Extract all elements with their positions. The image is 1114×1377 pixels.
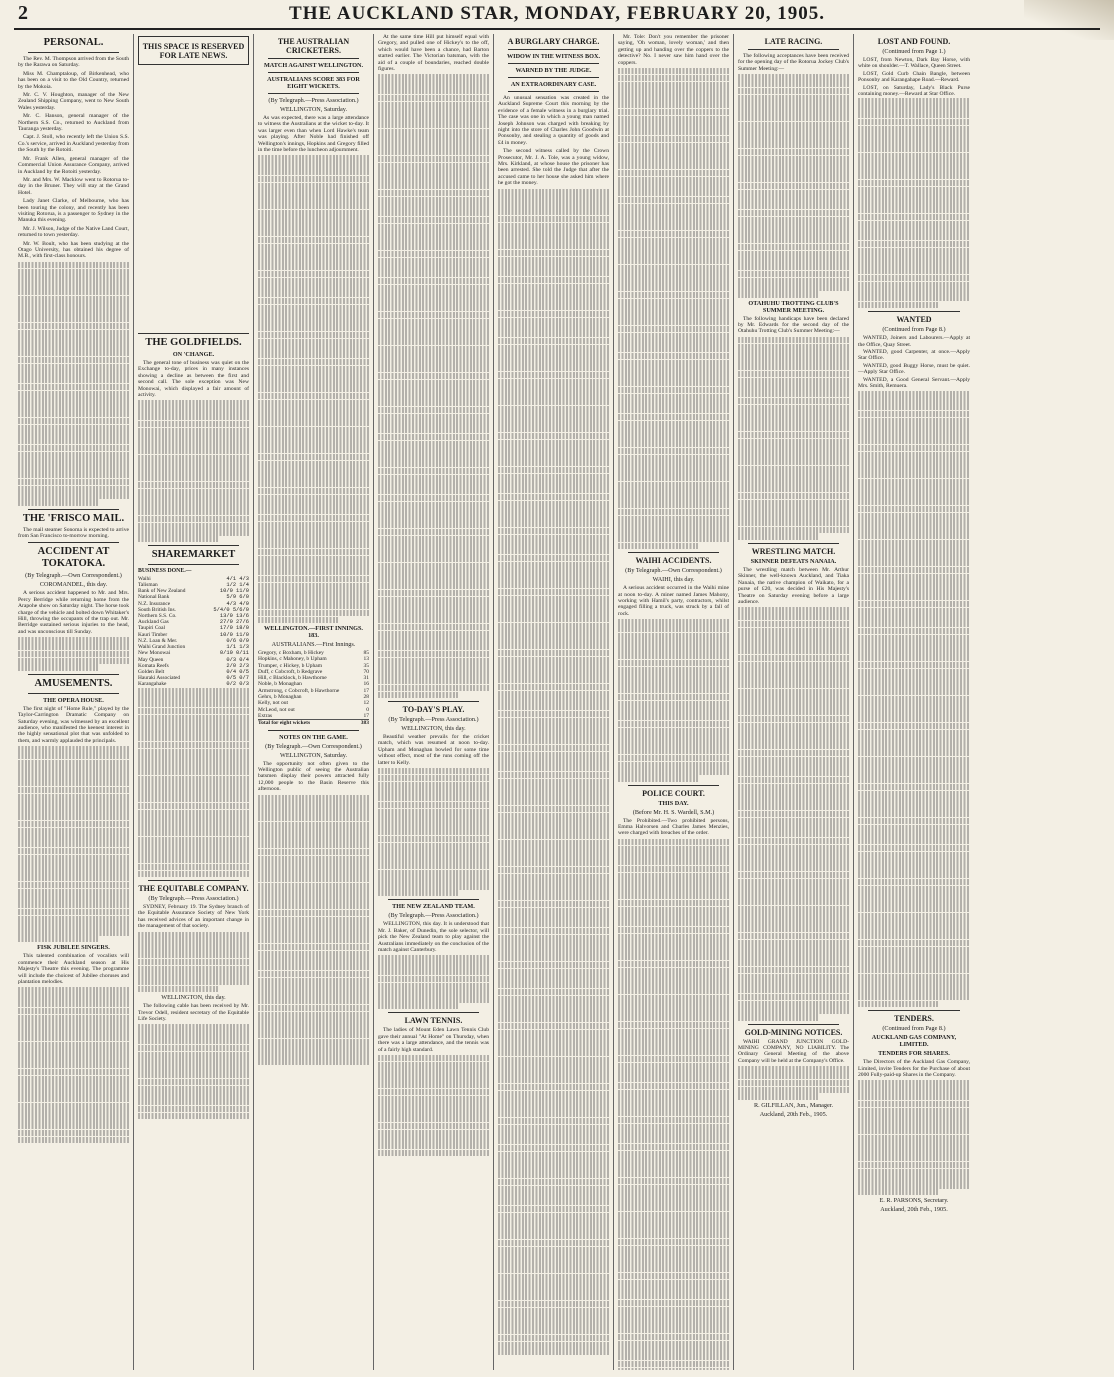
gold-mining-text: WAIHI GRAND JUNCTION GOLD-MINING COMPANY, NO LIABILITY. The Ordinary General Meeting of the above Company will be held at the Company's Office. <box>738 1038 849 1064</box>
fisk-heading: FISK JUBILEE SINGERS. <box>37 944 110 952</box>
batsman-runs: 0 <box>366 706 369 713</box>
share-name: Talisman <box>138 582 158 589</box>
sharemarket-heading: SHAREMARKET <box>151 549 236 561</box>
batsman-runs: 17 <box>363 712 369 719</box>
burglary-continued-text: Mr. Tole: Don't you remember the prisoner saying, 'Oh woman, lovely woman,' and then getting up and handing over the coppers to the detective? No. I never saw him hand over the coppers. <box>618 34 729 66</box>
tennis-heading: LAWN TENNIS. <box>404 1016 463 1026</box>
share-value: 1/2 1/4 <box>226 582 249 589</box>
share-value: 5/4/0 5/6/0 <box>213 606 249 613</box>
gold-mining-heading: GOLD-MINING NOTICES. <box>744 1027 843 1037</box>
notes-credit: (By Telegraph.—Own Correspondent.) <box>265 742 362 750</box>
notes-text: The opportunity not often given to the Wellington public of seeing the Australian batsmen display their powers attracted fully 12,000 people to the Basin Reserve this afternoon. <box>258 760 369 793</box>
cricket-heading: THE AUSTRALIAN CRICKETERS. <box>277 37 350 55</box>
today-credit: (By Telegraph.—Press Association.) <box>388 715 479 723</box>
lost-found-list <box>858 57 970 97</box>
notes-heading: NOTES ON THE GAME. <box>279 733 348 741</box>
opera-heading: THE OPERA HOUSE. <box>43 696 104 704</box>
batsman-name: McLeod, not out <box>258 706 295 713</box>
accident-dateline: COROMANDEL, this day. <box>39 581 108 589</box>
column-cricket-continued <box>374 34 494 1370</box>
amusements-heading: AMUSEMENTS. <box>34 677 113 689</box>
column-classifieds <box>854 34 974 1370</box>
columns <box>14 34 1100 1370</box>
wrestling-heading: WRESTLING MATCH. <box>751 546 836 556</box>
wanted-list <box>858 335 970 389</box>
burglary-sub2: WARNED BY THE JUDGE. <box>515 67 592 74</box>
page-number: 2 <box>18 2 28 24</box>
share-value: 0/2 0/3 <box>226 681 249 688</box>
cricket-credit: (By Telegraph.—Press Association.) <box>268 97 359 104</box>
batsman-name: Hopkins, c Mahoney, b Upham <box>258 656 327 663</box>
personal-items <box>18 56 129 260</box>
masthead <box>14 4 1100 30</box>
business-done: BUSINESS DONE.— <box>138 568 192 575</box>
burglary-sub1: WIDOW IN THE WITNESS BOX. <box>506 53 600 60</box>
scorecard <box>258 650 369 719</box>
batsman-name: Armstrong, c Cobcroft, b Hawthorne <box>258 687 340 694</box>
share-value: 0/3 0/4 <box>226 656 249 663</box>
share-name: Karangahake <box>138 681 167 688</box>
waihi-heading: WAIHI ACCIDENTS. <box>635 556 712 566</box>
share-value: 10/0 11/0 <box>219 631 249 638</box>
burglary-text2: The second witness called by the Crown Prosecutor, Mr. J. A. Tole, was a young widow, Mrs. Kirkland, at whose house the prisoner has been arrested. She told the Judge that after the accused came to her house she asked him where he got the money. <box>498 148 609 187</box>
column-cricket <box>254 34 374 1370</box>
column-burglary <box>494 34 614 1370</box>
lost-item: LOST, on Saturday, Lady's Black Purse containing money.—Reward at Star Office. <box>858 84 970 98</box>
wrestling-text: The wrestling match between Mr. Arthur Skinner, the well-known Auckland, and Tiaka Nanaia, the native champion of Waikato, for a purse of £20, was decided in His Majesty's Theatre on Saturday evening before a large audience. <box>738 566 849 605</box>
batsman-runs: 31 <box>363 675 369 682</box>
late-racing-text: The following acceptances have been received for the opening day of the Rotorua Jockey Club's Summer Meeting:— <box>738 53 849 72</box>
column-late-news <box>134 34 254 1370</box>
lost-found-sub: (Continued from Page 1.) <box>882 48 946 55</box>
batsman-runs: 17 <box>363 687 369 694</box>
batsman-name: Gregory, c Boxham, b Hickey <box>258 649 324 656</box>
share-name: South British Ins. <box>138 606 176 613</box>
burglary-text: An unusual sensation was created in the Auckland Supreme Court this morning by the evidence of a female witness in a burglary trial. The case was one in which a young man named Joseph Johnson was charged with breaking by night into the store of Charles John Goodwin at Ponsonby, and stealing a quantity of goods and £4 in money. <box>498 95 609 146</box>
goldfields-sub: ON 'CHANGE. <box>172 351 215 358</box>
lost-item: LOST, from Newton, Dark Bay Horse, with white on shoulder.—T. Wallace, Queen Street. <box>858 57 970 70</box>
late-news-box <box>138 36 249 65</box>
share-name: May Queen <box>138 656 164 663</box>
waihi-text: A serious accident occurred in the Waihi mine at noon to-day. A miner named James Mahony, working with Hamil's party, contractors, whilst engaged filling a truck, was struck by a fall of rock. <box>618 585 729 617</box>
cricket-sub2: AUSTRALIANS SCORE 383 FOR EIGHT WICKETS. <box>267 76 360 90</box>
batsman-runs: 70 <box>363 668 369 675</box>
share-name: Northern S.S. Co. <box>138 613 177 620</box>
batsman-runs: 16 <box>363 681 369 688</box>
lost-item: LOST, Gold Curb Chain Bangle, between Ponsonby and Karangahape Road.—Reward. <box>858 70 970 84</box>
police-sub: THIS DAY. <box>658 799 689 807</box>
accident-heading: ACCIDENT AT TOKATOKA. <box>37 546 110 570</box>
goldfields-heading: THE GOLDFIELDS. <box>145 337 242 348</box>
personal-item: Capt. J. Stoll, who recently left the Union S.S. Co.'s service, arrived in Auckland yesterday from the South by the Rotoiti. <box>18 134 129 154</box>
tenders-signature: E. R. PARSONS, Secretary. <box>879 1197 949 1205</box>
fisk-text: This talented combination of vocalists will commence their Auckland season at His Majesty's Theatre this evening. The programme will include the choicest of Jubilee choruses and plantation melodies. <box>18 953 129 986</box>
personal-item: The Rev. M. Thompson arrived from the South by the Rarawa on Saturday. <box>18 56 129 69</box>
batsman-runs: 13 <box>363 656 369 663</box>
batsman-runs: 85 <box>363 649 369 656</box>
column-sport <box>734 34 854 1370</box>
share-value: 1/1 1/3 <box>226 644 249 651</box>
lost-found-heading: LOST AND FOUND. <box>877 37 951 46</box>
opera-text: The first night of "Home Rule," played by the Taylor-Carrington Dramatic Company on Saturday evening, was witnessed by an excellent audience, who manifested the keenest interest in the highly sensational plot that was unfolded to them, and warmly applauded the principals. <box>18 705 129 744</box>
share-value: 0/4 0/5 <box>226 668 249 675</box>
share-name: Kauri Timber <box>138 631 168 638</box>
share-value: 2/0 2/3 <box>226 662 249 669</box>
share-name: Waihi Grand Junction <box>138 644 186 651</box>
wrestling-sub: SKINNER DEFEATS NANAIA. <box>750 557 837 565</box>
cricket-continued-text: At the same time Hill put himself equal with Gregory, and pulled one of Hickey's to the off, which would have been a chance, had Barton started earlier. The Victorian batsman, with the aid of a couple of boundaries, reached double figures. <box>378 34 489 73</box>
batsman-name: Trumper, c Hickey, b Upham <box>258 662 322 669</box>
batsman-name: Gehrs, b Monaghan <box>258 694 302 701</box>
personal-item: Mr. W. Boult, who has been studying at the Otago University, has obtained his degree of M.B., with first-class honours. <box>18 240 129 260</box>
share-value: 0/10 0/11 <box>219 650 249 657</box>
equitable-text: SYDNEY, February 19. The Sydney branch of the Equitable Assurance Society of New York has received advices of an important change in the management of that society. <box>138 904 249 930</box>
cricket-dateline: WELLINGTON, Saturday. <box>279 106 347 113</box>
today-dateline: WELLINGTON, this day. <box>401 724 466 732</box>
share-name: Bank of New Zealand <box>138 588 186 595</box>
gold-mining-date: Auckland, 20th Feb., 1905. <box>759 1110 828 1118</box>
column-personal <box>14 34 134 1370</box>
batsman-name: Noble, b Monaghan <box>258 681 302 688</box>
tennis-text: The ladies of Mount Eden Lawn Tennis Club gave their annual "At Home" on Thursday, when there was a large attendance, and the tennis was of a fairly high standard. <box>378 1027 489 1053</box>
column-courts <box>614 34 734 1370</box>
wanted-item: WANTED, good Buggy Horse, must be quiet.—Apply Star Office. <box>858 362 970 376</box>
share-value: 4/1 4/3 <box>226 575 249 582</box>
batsman-runs: 35 <box>363 662 369 669</box>
personal-item: Miss M. Champtaloup, of Birkenhead, who has been on a visit to the Old Country, returned by the Mokoia. <box>18 70 129 90</box>
personal-item: Lady Janet Clarke, of Melbourne, who has been touring the colony, and recently has been visiting Rotorua, is a passenger to Sydney in the Manuka this evening. <box>18 198 129 224</box>
share-name: New Monowai <box>138 650 171 657</box>
share-name: N.Z. Insurance <box>138 600 171 607</box>
share-value: 17/0 18/0 <box>219 625 249 632</box>
share-value: 4/3 4/9 <box>226 600 249 607</box>
batsman-name: Kelly, not out <box>258 700 289 707</box>
share-name: Waihi <box>138 575 151 582</box>
nzteam-credit: (By Telegraph.—Press Association.) <box>388 912 479 920</box>
late-news-heading: THIS SPACE IS RESERVED FOR LATE NEWS. <box>142 42 245 60</box>
personal-heading: PERSONAL. <box>43 37 104 48</box>
share-name: Auckland Gas <box>138 619 169 626</box>
burglary-heading: A BURGLARY CHARGE. <box>507 37 600 46</box>
late-racing-heading: LATE RACING. <box>764 37 823 46</box>
gold-mining-signature: R. GILFILLAN, Jun., Manager. <box>753 1101 834 1109</box>
wanted-item: WANTED, good Carpenter, at once.—Apply Star Office. <box>858 349 970 362</box>
wanted-sub: (Continued from Page 8.) <box>882 326 946 334</box>
wanted-item: WANTED, a Good General Servant.—Apply Mrs. Smith, Remuera. <box>858 376 970 390</box>
police-bench: (Before Mr. H. S. Wardell, S.M.) <box>632 808 715 816</box>
newspaper-title: THE AUCKLAND STAR, MONDAY, FEBRUARY 20, 1905. <box>289 3 825 24</box>
tenders-text: The Directors of the Auckland Gas Company, Limited, invite Tenders for the Purchase of about 2000 Fully-paid-up Shares in the Company. <box>858 1059 970 1079</box>
scores-heading: WELLINGTON.—FIRST INNINGS. 183. <box>264 624 363 639</box>
share-value: 0/5 0/7 <box>226 675 249 682</box>
otahuhu-heading: OTAHUHU TROTTING CLUB'S SUMMER MEETING. <box>748 299 839 314</box>
accident-text: A serious accident happened to Mr. and Mrs. Percy Berridge while returning home from the Arapohe show on Saturday night. The horse took charge of the vehicle and bolted down Whitaker's Hill, throwing the occupants of the trap out. Mr. Berridge sustained serious injuries to the head, and was unconscious till Sunday. <box>18 590 129 635</box>
share-name: National Bank <box>138 594 170 601</box>
scorecard-total: Total for eight wickets 383 <box>258 720 369 727</box>
police-heading: POLICE COURT. <box>642 788 705 798</box>
wellington-dateline: WELLINGTON, this day. <box>161 994 226 1002</box>
batsman-runs: 12 <box>363 700 369 707</box>
tenders-sub: (Continued from Page 8.) <box>882 1025 946 1033</box>
waihi-credit: (By Telegraph.—Own Correspondent.) <box>625 567 722 575</box>
share-value: 10/0 11/0 <box>219 588 249 595</box>
scores-sub: AUSTRALIANS.—First Innings. <box>271 640 356 648</box>
tenders-company: AUCKLAND GAS COMPANY, LIMITED. <box>871 1034 957 1049</box>
equitable-heading: THE EQUITABLE COMPANY. <box>138 884 249 893</box>
batsman-name: Extras <box>258 712 273 719</box>
share-value: 27/0 27/6 <box>219 619 249 626</box>
nzteam-text: WELLINGTON, this day. It is understood that Mr. J. Baker, of Dunedin, the sole selector, will pick the New Zealand team to play against the Australians immediately on the conclusion of the match against Canterbury. <box>378 921 489 954</box>
tenders-title: TENDERS FOR SHARES. <box>878 1050 950 1058</box>
equitable-credit: (By Telegraph.—Press Association.) <box>148 895 239 902</box>
burglary-sub3: AN EXTRAORDINARY CASE. <box>510 81 597 88</box>
personal-item: Mr. C. V. Houghton, manager of the New Zealand Shipping Company, went to New South Wales yesterday. <box>18 92 129 111</box>
wanted-item: WANTED, Joiners and Labourers.—Apply at the Office, Quay Street. <box>858 335 970 348</box>
police-text: The Prohibited.—Two prohibited persons, Emma Halvorsen and Charles James Menzies, were charged with breaches of the order. <box>618 817 729 837</box>
share-value: 5/9 6/0 <box>226 594 249 601</box>
share-name: Taupiri Coal <box>138 625 166 632</box>
share-name: Golden Belt <box>138 668 165 675</box>
share-value: 13/0 13/6 <box>219 613 249 620</box>
frisco-heading: THE 'FRISCO MAIL. <box>22 512 125 524</box>
personal-item: Mr. J. Wilson, Judge of the Native Land Court, returned to town yesterday. <box>18 225 129 239</box>
goldfields-text: The general tone of business was quiet on the Exchange to-day, prices in many instances showing a decline as between the first and second call. The sole exception was New Monowai, which displayed a fair amount of activity. <box>138 360 249 399</box>
share-name: Komata Reefs <box>138 662 169 669</box>
share-table <box>138 576 249 688</box>
waihi-dateline: WAIHI, this day. <box>652 576 695 584</box>
tenders-date: Auckland, 20th Feb., 1905. <box>880 1206 948 1214</box>
today-heading: TO-DAY'S PLAY. <box>402 704 465 714</box>
nzteam-heading: THE NEW ZEALAND TEAM. <box>392 903 475 911</box>
batsman-runs: 28 <box>363 694 369 701</box>
wellington-text: The following cable has been received by Mr. Trevor Odell, resident secretary of the Equitable Life Society. <box>138 1003 249 1023</box>
share-name: Hauraki Associated <box>138 675 181 682</box>
cricket-text: As was expected, there was a large attendance to witness the Australians at the wicket to-day. It was larger even than when Lord Hawke's team was playing. After Noble had finished off Wellington's innings, Hopkins and Gregory filled in the time before the luncheon adjournment. <box>258 115 369 154</box>
tenders-heading: TENDERS. <box>894 1014 934 1024</box>
batsman-name: Duff, c Cobcroft, b Redgrave <box>258 668 323 675</box>
cricket-sub1: MATCH AGAINST WELLINGTON. <box>263 62 364 69</box>
accident-credit: (By Telegraph.—Own Correspondent.) <box>25 572 122 580</box>
personal-item: Mr. C. Hanson, general manager of the Northern S.S. Co., returned to Auckland from Tauranga yesterday. <box>18 113 129 133</box>
personal-item: Mr. and Mrs. W. Macklow went to Rotorua to-day in the Bruner. They will stay at the Grand Hotel. <box>18 176 129 196</box>
batsman-name: Hill, c Blacklock, b Hawthorne <box>258 675 327 682</box>
share-name: N.Z. Loan & Mer. <box>138 637 178 644</box>
notes-dateline: WELLINGTON, Saturday. <box>279 751 347 759</box>
personal-item: Mr. Frank Allen, general manager of the Commercial Union Assurance Company, arrived in Auckland by the Rotoiti yesterday. <box>18 155 129 175</box>
wanted-heading: WANTED <box>896 315 932 325</box>
today-text: Beautiful weather prevails for the cricket match, which was resumed at noon to-day. Upham and Monaghan bowled for some time without effect, most of the runs coming off the latter to Kelly. <box>378 733 489 766</box>
frisco-text: The mail steamer Sonoma is expected to arrive from San Francisco to-morrow morning. <box>18 526 129 539</box>
otahuhu-text: The following handicaps have been declared by Mr. Edwards for the second day of the Otahuhu Trotting Club's Summer Meeting:— <box>738 315 849 335</box>
share-value: 0/6 0/9 <box>226 637 249 644</box>
